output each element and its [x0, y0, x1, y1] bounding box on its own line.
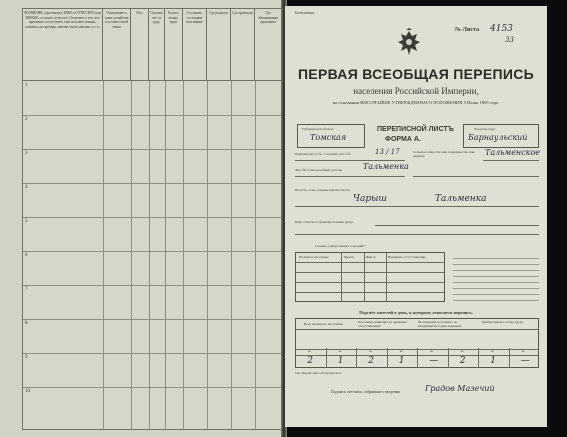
row-number-6: 6	[25, 253, 28, 258]
col-header-registered: Где приписан	[231, 9, 255, 81]
tally-subheader: ж.	[338, 349, 342, 353]
census-title: ПЕРВАЯ ВСЕОБЩАЯ ПЕРЕПИСЬ	[297, 66, 535, 82]
col-header-birthplace: Где родился	[207, 9, 231, 81]
tally-subheader: м.	[308, 349, 312, 353]
row-number-5: 5	[25, 219, 28, 224]
row-number-1: 1	[25, 83, 28, 88]
tally-subheader: м.	[491, 349, 495, 353]
tally-value: 1	[490, 356, 496, 366]
rooms-question: Сколько в дворе жилых строений?	[315, 244, 365, 248]
col-header-sex: Пол	[131, 9, 149, 81]
row-number-4: 4	[25, 185, 28, 190]
population-col-present: Наличное население	[299, 255, 329, 259]
col-header-estate: Сословие, состояние или звание	[183, 9, 207, 81]
census-subtitle: населения Российской Империи,	[353, 86, 479, 96]
population-col-male: Мужск.	[344, 255, 355, 259]
printer-mark: Тип. Ведомостей С.-Петербургского	[295, 371, 342, 375]
row-number-9: 9	[25, 355, 28, 360]
instructions-block	[453, 254, 539, 304]
tally-header-present: Всех наличного населения	[304, 322, 343, 326]
signature-label: Подпись счетчика, собравшаго сведения	[331, 389, 400, 394]
population-table	[295, 252, 445, 302]
free-of-charge-label: Безплатно.	[295, 10, 316, 15]
tally-value: 1	[398, 356, 405, 366]
tally-header-temporary: Не живущих постоянно, но находящихся в день переписи	[418, 320, 462, 328]
col-header-residence: Где обыкновенно проживает	[255, 9, 281, 81]
tally-value: 2	[368, 356, 374, 366]
volost-value: Чарыш	[353, 194, 387, 204]
population-col-absent: Временно отсутствующие	[388, 255, 426, 259]
locality-value: Тальменка	[435, 194, 487, 204]
col-header-marital: Холост, женат, вдов	[165, 9, 183, 81]
volost-label: Волость, стан, селение или местность	[295, 188, 350, 192]
right-page	[285, 6, 547, 427]
list-number-label: № Листа	[455, 27, 480, 33]
tally-header-absent: Постоянно живущих но временно отсутствующих	[358, 320, 407, 328]
owner-label: Имя, отчество и фамилия хозяина двора	[295, 220, 353, 224]
row-number-8: 8	[25, 321, 28, 326]
signature-value: Градов Мазечий	[425, 384, 495, 393]
form-title: ПЕРЕПИСНОЙ ЛИСТЪ	[377, 126, 454, 133]
imperial-eagle-emblem-icon	[395, 28, 423, 58]
tally-value: 2	[307, 356, 313, 366]
uezd-box	[463, 124, 539, 148]
society-label: Сельское общество или товарищество или деревня	[413, 150, 475, 158]
left-census-table	[22, 8, 282, 430]
col-header-relation: Отношение к главе хозяйства и к главе своей семьи	[103, 9, 131, 81]
list-number-handwritten-2: 33	[505, 36, 514, 44]
tally-value: —	[520, 356, 530, 366]
list-section-value: Тальменка	[363, 162, 409, 171]
enumeration-section-label: Переписной уч. № / Счетный участ. №	[295, 152, 351, 156]
list-section-label: Лист № 2 или всеобщий участок	[295, 168, 343, 172]
row-number-3: 3	[25, 151, 28, 156]
enumeration-section-value: 13 / 17	[375, 148, 400, 156]
uezd-label: Уезд или округ	[474, 127, 496, 131]
tally-subheader: ж.	[521, 349, 525, 353]
tally-subheader: м.	[369, 349, 373, 353]
tally-subheader: м.	[430, 349, 434, 353]
tally-subheader: ж.	[399, 349, 403, 353]
col-header-age: Сколько лет от роду	[149, 9, 165, 81]
gubernia-label: Губерния или область	[302, 127, 334, 131]
tally-title: Подсчёт жителей в день, к которому относится перепись.	[359, 310, 473, 315]
tally-value: 2	[459, 356, 466, 366]
tally-header-registered: Приписанных к этому двору	[482, 320, 524, 324]
gubernia-box	[297, 124, 365, 148]
gubernia-value: Томская	[310, 133, 347, 142]
row-number-10: 10	[25, 389, 30, 394]
row-number-2: 2	[25, 117, 28, 122]
form-type: ФОРМА А.	[385, 136, 421, 143]
col-header-name: ФАМИЛИЯ, (прозвище), ИМЯ и ОТЧЕСТВО или ИМЕНА, если нет отчества. Отметить о тех, кто временно отсутствует, ещё не имеет имени, словами «не крещен, неизвестного имени» и т. п.	[23, 9, 103, 81]
census-legal-basis: на основании ВЫСОЧАЙШЕ УТВЕРЖДЕННАГО ПОЛОЖЕНИЯ 5 Июня 1895 года.	[332, 100, 500, 105]
population-col-female: Женск.	[366, 255, 377, 259]
society-value: Тальменское	[485, 148, 540, 157]
tally-value: 1	[337, 356, 344, 366]
tally-subheader: ж.	[460, 349, 464, 353]
row-number-7: 7	[25, 287, 28, 292]
tally-value: —	[429, 356, 439, 366]
list-number-handwritten: 4153	[490, 24, 513, 34]
uezd-value: Барнаульский	[468, 133, 528, 142]
